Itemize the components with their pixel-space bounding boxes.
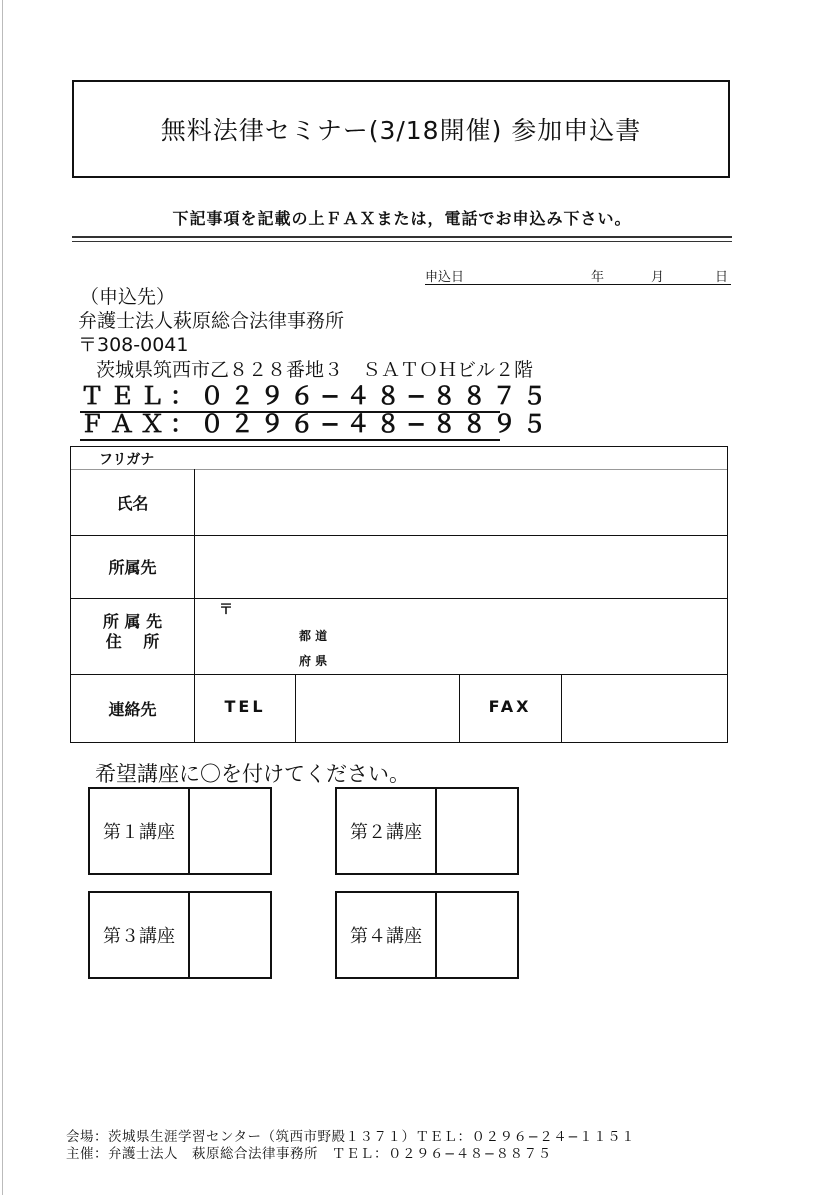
application-date-label: 申込日 (425, 270, 465, 285)
application-form-table (70, 446, 728, 743)
page-edge (2, 0, 3, 1195)
course-2-label: 第２講座 (337, 789, 437, 873)
date-month-label: 月 (651, 270, 665, 285)
course-4-label: 第４講座 (337, 893, 437, 977)
course-4-mark-field[interactable] (437, 893, 517, 977)
recipient-postal: 〒308-0041 (78, 334, 189, 356)
contact-label: 連絡先 (108, 700, 157, 719)
tel-label: TEL (224, 697, 266, 716)
course-1-mark-field[interactable] (190, 789, 270, 873)
recipient-address: 茨城県筑西市乙８２８番地３ ＳＡＴＯＨビル２階 (96, 359, 534, 381)
form-title-box (72, 80, 730, 178)
course-2-mark-field[interactable] (437, 789, 517, 873)
course-4-box (335, 891, 519, 979)
prefecture-label-bottom: 府 県 (299, 654, 328, 668)
course-1-box (88, 787, 272, 875)
instruction-text: 下記事項を記載の上ＦＡＸまたは，電話でお申込み下さい。 (172, 209, 632, 228)
affiliation-label: 所属先 (108, 558, 157, 577)
fax-label: FAX (488, 697, 532, 716)
affiliation-address-label-line2: 住 所 (105, 632, 160, 651)
name-label: 氏名 (116, 494, 149, 513)
course-instruction: 希望講座に〇を付けてください。 (95, 762, 410, 786)
furigana-label: フリガナ (99, 452, 155, 468)
recipient-heading: （申込先） (80, 286, 176, 308)
application-date-row (425, 266, 731, 285)
course-1-label: 第１講座 (90, 789, 190, 873)
date-day-label: 日 (715, 270, 729, 285)
recipient-fax: ＦＡＸ：０２９６−４８−８８９５ (80, 404, 500, 441)
form-title: 無料法律セミナー(3/18開催) 参加申込書 (160, 116, 642, 145)
affiliation-address-label (71, 612, 194, 652)
date-year-label: 年 (591, 270, 605, 285)
course-3-box (88, 891, 272, 979)
footer-organizer: 主催：弁護士法人 萩原総合法律事務所 ＴＥＬ：０２９６−４８−８８７５ (66, 1146, 552, 1162)
fax-field[interactable] (562, 675, 727, 743)
prefecture-label-top: 都 道 (299, 629, 328, 643)
furigana-field[interactable] (195, 447, 727, 469)
affiliation-field[interactable] (195, 536, 727, 598)
course-2-box (335, 787, 519, 875)
recipient-tel: ＴＥＬ：０２９６−４８−８８７５ (80, 376, 500, 413)
affiliation-address-label-line1: 所 属 先 (102, 612, 163, 631)
postal-mark: 〒 (219, 602, 233, 618)
recipient-name: 弁護士法人萩原総合法律事務所 (78, 310, 345, 332)
affiliation-address-field[interactable] (195, 599, 727, 674)
tel-field[interactable] (296, 675, 459, 743)
footer-venue: 会場：茨城県生涯学習センター（筑西市野殿１３７１）ＴＥＬ：０２９６−２４−１１５１ (66, 1129, 636, 1145)
name-field[interactable] (195, 470, 727, 535)
course-3-label: 第３講座 (90, 893, 190, 977)
course-3-mark-field[interactable] (190, 893, 270, 977)
double-rule-divider (72, 236, 732, 242)
